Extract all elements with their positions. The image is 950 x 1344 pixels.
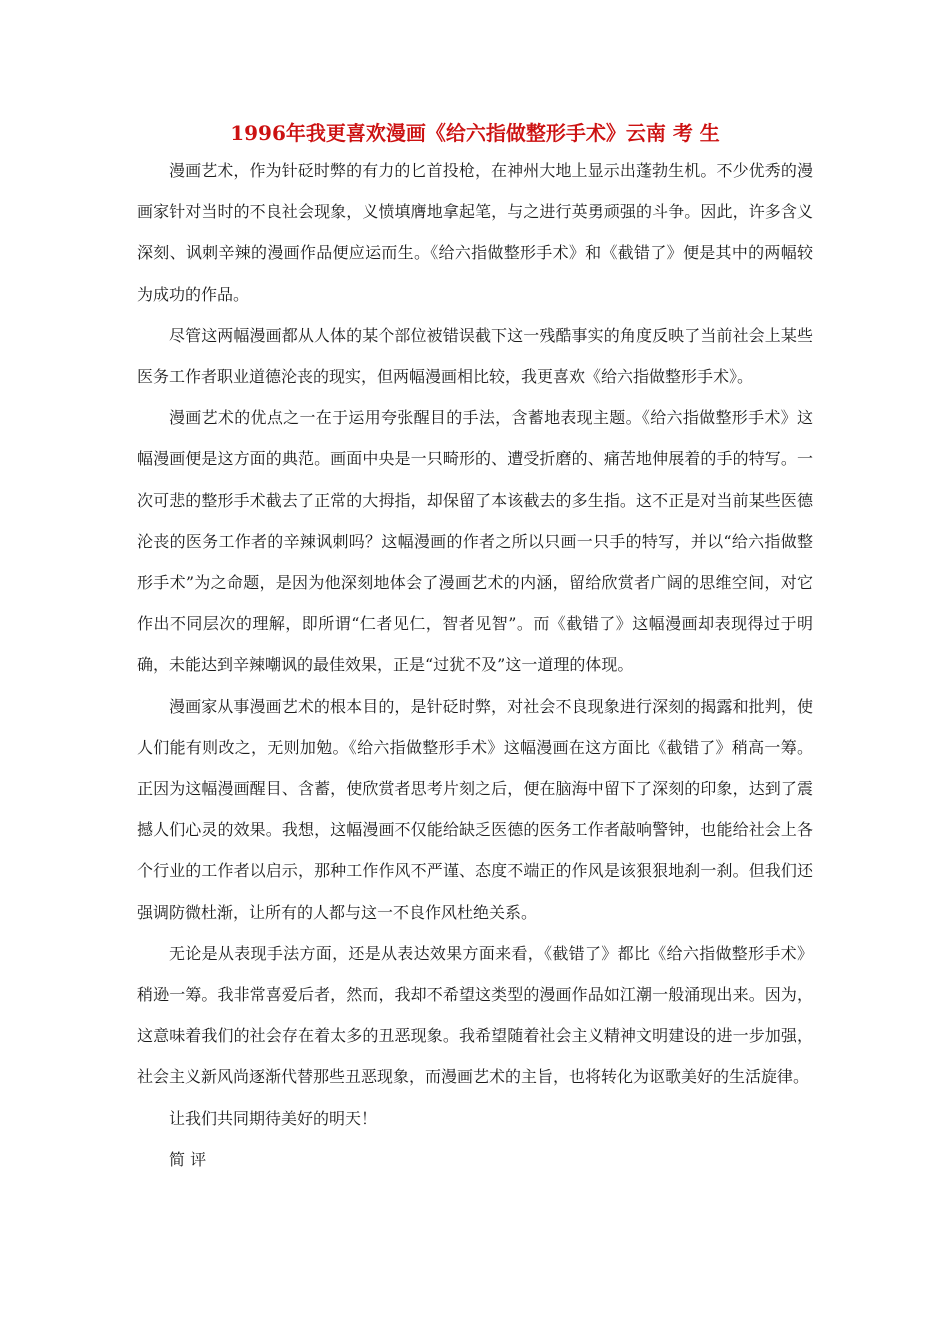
brief-comment-heading: 简 评	[169, 1149, 207, 1169]
document-page	[137, 116, 813, 1180]
paragraph-6: 让我们共同期待美好的明天！	[169, 1108, 378, 1128]
paragraph-1: 漫画艺术，作为针砭时弊的有力的匕首投枪，在神州大地上显示出蓬勃生机。不少优秀的漫画家针对当时的不良社会现象，义愤填膺地拿起笔，与之进行英勇顽强的斗争。因此，许多含义深刻、讽刺辛辣的漫画作品便应运而生。《给六指做整形手术》和《截错了》便是其中的两幅较为成功的作品。	[137, 161, 813, 304]
paragraph-3: 漫画艺术的优点之一在于运用夸张醒目的手法，含蓄地表现主题。《给六指做整形手术》这幅漫画便是这方面的典范。画面中央是一只畸形的、遭受折磨的、痛苦地伸展着的手的特写。一次可悲的整形手术截去了正常的大拇指，却保留了本该截去的多生指。这不正是对当前某些医德沦丧的医务工作者的辛辣讽刺吗？这幅漫画的作者之所以只画一只手的特写，并以“给六指做整形手术”为之命题，是因为他深刻地体会了漫画艺术的内涵，留给欣赏者广阔的思维空间，对它作出不同层次的理解，即所谓“仁者见仁，智者见智”。而《截错了》这幅漫画却表现得过于明确，未能达到辛辣嘲讽的最佳效果，正是“过犹不及”这一道理的体现。	[137, 408, 813, 675]
paragraph-2: 尽管这两幅漫画都从人体的某个部位被错误截下这一残酷事实的角度反映了当前社会上某些医务工作者职业道德沦丧的现实，但两幅漫画相比较，我更喜欢《给六指做整形手术》。	[137, 325, 813, 387]
document-title: 1996年我更喜欢漫画《给六指做整形手术》云南 考 生	[230, 121, 720, 145]
document-body	[137, 150, 813, 1180]
paragraph-4: 漫画家从事漫画艺术的根本目的，是针砭时弊，对社会不良现象进行深刻的揭露和批判，使人们能有则改之，无则加勉。《给六指做整形手术》这幅漫画在这方面比《截错了》稍高一筹。正因为这幅漫画醒目、含蓄，使欣赏者思考片刻之后，便在脑海中留下了深刻的印象，达到了震撼人们心灵的效果。我想，这幅漫画不仅能给缺乏医德的医务工作者敲响警钟，也能给社会上各个行业的工作者以启示，那种工作作风不严谨、态度不端正的作风是该狠狠地刹一刹。但我们还强调防微杜渐，让所有的人都与这一不良作风杜绝关系。	[137, 696, 813, 922]
paragraph-5: 无论是从表现手法方面，还是从表达效果方面来看，《截错了》都比《给六指做整形手术》稍逊一筹。我非常喜爱后者，然而，我却不希望这类型的漫画作品如江潮一般涌现出来。因为，这意味着我们的社会存在着太多的丑恶现象。我希望随着社会主义精神文明建设的进一步加强，社会主义新风尚逐渐代替那些丑恶现象，而漫画艺术的主旨，也将转化为讴歌美好的生活旋律。	[137, 943, 813, 1087]
